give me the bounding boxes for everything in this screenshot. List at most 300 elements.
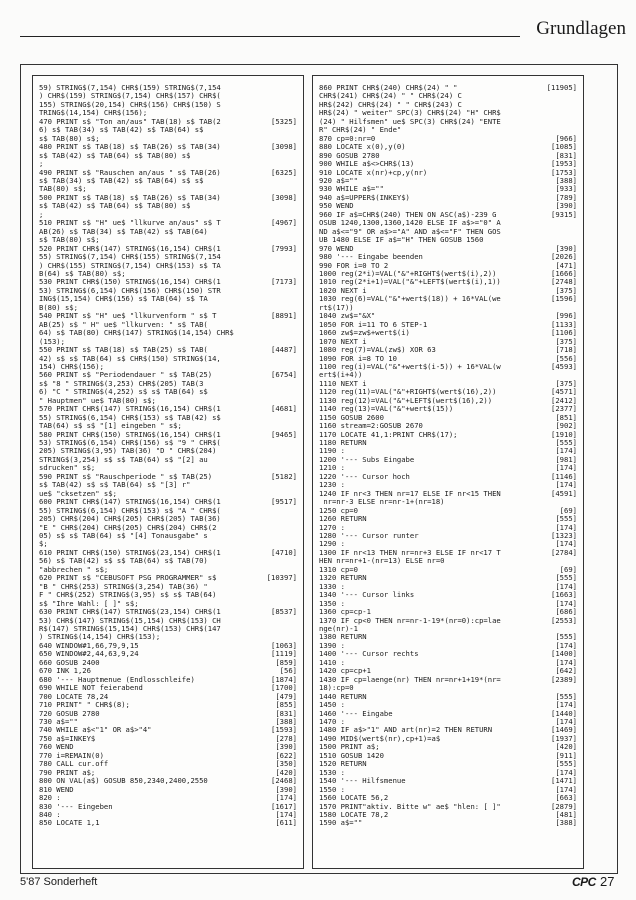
code-line <box>39 684 297 692</box>
checksum: [2879] <box>551 802 577 811</box>
code-line <box>319 617 577 625</box>
checksum: [7173] <box>271 278 297 287</box>
code-text: rt$(17)) <box>319 303 354 312</box>
code-text: 1340 '--- Cursor links <box>319 591 415 600</box>
code-line <box>39 794 297 802</box>
checksum: [1666] <box>551 269 577 278</box>
code-text: s$ TAB(80) s$; <box>39 134 100 143</box>
code-line <box>319 118 577 126</box>
checksum: [1323] <box>551 532 577 541</box>
code-text: 1420 cp=cp+1 <box>319 667 371 676</box>
code-text: 6) "C " STRING$(4,252) s$ s$ TAB(64) s$ <box>39 388 208 397</box>
code-text: 1350 : <box>319 599 345 608</box>
code-text: HEN nr=nr+1-(nr=13) ELSE nr=0 <box>319 557 445 566</box>
checksum: [686] <box>555 608 577 617</box>
checksum: [642] <box>555 667 577 676</box>
code-text: s$ TAB(42) s$ s$ TAB(64) s$ "[3] r" <box>39 481 191 490</box>
code-line <box>39 642 297 650</box>
code-text: 1410 : <box>319 658 345 667</box>
checksum: [1119] <box>271 650 297 659</box>
code-text: 59) STRING$(7,154) CHR$(159) STRING$(7,154 <box>39 84 221 92</box>
code-line <box>39 524 297 532</box>
code-text: 1110 NEXT i <box>319 379 367 388</box>
code-text: 53) STRING$(6,154) CHR$(156) CHR$(150) STR <box>39 286 221 295</box>
code-line <box>319 414 577 422</box>
code-text: s$ "Ihre Wahl: [ ]" s$; <box>39 599 139 608</box>
code-text: 55) STRING$(6,154) CHR$(153) s$ "A " CHR$( <box>39 506 221 515</box>
code-line <box>319 659 577 667</box>
code-line <box>39 803 297 811</box>
checksum: [4681] <box>271 405 297 414</box>
code-line <box>39 160 297 168</box>
code-line <box>39 693 297 701</box>
code-text: 1460 '--- Eingabe <box>319 709 393 718</box>
code-line <box>39 253 297 261</box>
code-text: 980 '--- Eingabe beenden <box>319 253 423 262</box>
code-line <box>319 185 577 193</box>
code-line <box>39 405 297 413</box>
code-text: 910 LOCATE x(nr)+cp,y(nr) <box>319 168 428 177</box>
code-line <box>319 819 577 827</box>
checksum: [611] <box>275 819 297 828</box>
code-text: 1580 LOCATE 78,2 <box>319 810 389 819</box>
code-line <box>319 371 577 379</box>
code-text: 920 a$="" <box>319 176 358 185</box>
checksum: [933] <box>555 185 577 194</box>
code-text: ) CHR$(159) STRING$(7,154) CHR$(157) CHR$( <box>39 92 221 101</box>
code-line <box>319 109 577 117</box>
code-text: ue$ "cksetzen" s$; <box>39 489 117 498</box>
code-text: 690 WHILE NOT feierabend <box>39 684 143 693</box>
code-text: s$ "8 " STRING$(3,253) CHR$(205) TAB(3 <box>39 379 204 388</box>
code-line <box>319 202 577 210</box>
magazine-logo: CPC <box>572 875 596 889</box>
code-text: "B " CHR$(253) STRING$(3,254) TAB(36) " <box>39 582 208 591</box>
checksum: [1469] <box>551 726 577 735</box>
checksum: [1937] <box>551 734 577 743</box>
code-line <box>319 126 577 134</box>
code-line <box>319 591 577 599</box>
code-text: UB 1480 ELSE IF a$="H" THEN GOSUB 1560 <box>319 236 484 245</box>
code-text: 930 WHILE a$="" <box>319 185 384 194</box>
code-line <box>39 321 297 329</box>
code-line <box>39 363 297 371</box>
code-line <box>39 152 297 160</box>
code-line <box>319 431 577 439</box>
checksum: [1106] <box>551 329 577 338</box>
checksum: [981] <box>555 455 577 464</box>
checksum: [1700] <box>271 684 297 693</box>
code-line <box>39 659 297 667</box>
code-line <box>319 777 577 785</box>
code-text: sdrucken" s$; <box>39 464 96 473</box>
code-line <box>319 464 577 472</box>
code-text: 1220 '--- Cursor hoch <box>319 472 410 481</box>
code-text: B(80) s$; <box>39 303 78 312</box>
code-line <box>319 447 577 455</box>
code-text: 1440 RETURN <box>319 692 367 701</box>
code-line <box>319 388 577 396</box>
code-line <box>319 211 577 219</box>
code-text: 1170 LOCATE 41,1:PRINT CHR$(17); <box>319 430 458 439</box>
code-line <box>39 346 297 354</box>
checksum: [8537] <box>271 608 297 617</box>
code-line <box>319 684 577 692</box>
code-line <box>39 287 297 295</box>
code-text: 480 PRINT s$ TAB(18) s$ TAB(26) s$ TAB(34) <box>39 143 221 152</box>
code-line <box>319 667 577 675</box>
code-text: 1180 RETURN <box>319 439 367 448</box>
code-line <box>39 566 297 574</box>
code-line <box>39 752 297 760</box>
code-line <box>39 312 297 320</box>
code-text: 580 PRINT CHR$(150) STRING$(16,154) CHR$(1 <box>39 430 221 439</box>
code-text: 1000 reg(2*i)=VAL("&"+RIGHT$(wert$(i),2)) <box>319 269 497 278</box>
checksum: [174] <box>555 481 577 490</box>
code-line <box>319 346 577 354</box>
checksum: [1471] <box>551 777 577 786</box>
code-line <box>39 338 297 346</box>
code-line <box>39 718 297 726</box>
code-line <box>39 735 297 743</box>
checksum: [831] <box>275 709 297 718</box>
code-text: 540 PRINT s$ "H" ue$ "llkurvenform " s$ T <box>39 312 217 321</box>
code-text: 990 FOR i=0 TO 2 <box>319 261 389 270</box>
code-line <box>39 625 297 633</box>
code-line <box>319 540 577 548</box>
code-text: 1270 : <box>319 523 345 532</box>
code-text: "E " CHR$(204) CHR$(205) CHR$(204) CHR$(2 <box>39 523 217 532</box>
code-line <box>39 202 297 210</box>
checksum: [3098] <box>271 143 297 152</box>
code-text: 1240 IF nr<3 THEN nr=17 ELSE IF nr<15 THEN <box>319 489 501 498</box>
code-text: ; <box>39 210 44 219</box>
code-text: 490 PRINT s$ "Rauschen an/aus " s$ TAB(26) <box>39 168 221 177</box>
code-line <box>39 414 297 422</box>
checksum: [1146] <box>551 472 577 481</box>
code-line <box>39 211 297 219</box>
checksum: [375] <box>555 337 577 346</box>
checksum: [789] <box>555 193 577 202</box>
code-line <box>319 135 577 143</box>
checksum: [174] <box>555 582 577 591</box>
code-line <box>319 439 577 447</box>
code-line <box>319 152 577 160</box>
code-line <box>319 219 577 227</box>
code-text: 205) CHR$(204) CHR$(205) CHR$(205) TAB(36) <box>39 515 221 524</box>
checksum: [902] <box>555 422 577 431</box>
code-line <box>39 101 297 109</box>
code-line <box>319 769 577 777</box>
checksum: [1133] <box>551 320 577 329</box>
code-line <box>39 295 297 303</box>
code-line <box>319 557 577 565</box>
code-text: 155) STRING$(20,154) CHR$(156) CHR$(150) S <box>39 100 221 109</box>
code-text: 950 WEND <box>319 202 354 211</box>
checksum: [9315] <box>551 210 577 219</box>
code-text: TAB(64) s$ s$ "[1] eingeben " s$; <box>39 422 182 431</box>
code-line <box>39 92 297 100</box>
code-text: s$ TAB(42) s$ TAB(64) s$ TAB(80) s$ <box>39 151 191 160</box>
code-text: 870 cp=0:nr=0 <box>319 134 376 143</box>
code-text: " Hauptmen" ue$ TAB(80) s$; <box>39 396 156 405</box>
code-text: 510 PRINT s$ "H" ue$ "llkurve an/aus" s$ T <box>39 219 221 228</box>
checksum: [555] <box>555 633 577 642</box>
code-line <box>319 794 577 802</box>
code-text: 960 IF a$=CHR$(240) THEN ON ASC(a$)-239 G <box>319 210 497 219</box>
code-text: 1210 : <box>319 464 345 473</box>
code-text: 1540 '--- Hilfsmenue <box>319 777 406 786</box>
code-text: AB(25) s$ " H" ue$ "llkurven: " s$ TAB( <box>39 320 208 329</box>
code-text: 680 '--- Hauptmenue (Endlosschleife) <box>39 675 195 684</box>
code-line <box>39 355 297 363</box>
code-line <box>39 786 297 794</box>
code-line <box>39 270 297 278</box>
code-text: 1120 reg(11)=VAL("&"+RIGHT$(wert$(16),2)) <box>319 388 497 397</box>
code-line <box>39 701 297 709</box>
code-text: 550 PRINT s$ TAB(18) s$ TAB(25) s$ TAB( <box>39 346 208 355</box>
code-text: 1190 : <box>319 447 345 456</box>
code-text: 1250 cp=0 <box>319 506 358 515</box>
code-line <box>319 169 577 177</box>
checksum: [4487] <box>271 346 297 355</box>
code-text: HR$(242) CHR$(24) " " CHR$(243) C <box>319 100 462 109</box>
code-text: 1260 RETURN <box>319 515 367 524</box>
code-text: 880 LOCATE x(0),y(0) <box>319 143 406 152</box>
code-line <box>319 295 577 303</box>
code-line <box>39 456 297 464</box>
header-rule <box>20 36 520 37</box>
code-line <box>319 245 577 253</box>
code-line <box>319 760 577 768</box>
code-text: ) STRING$(14,154) CHR$(153); <box>39 633 161 642</box>
checksum: [2412] <box>551 396 577 405</box>
code-line <box>319 650 577 658</box>
code-text: AB(26) s$ TAB(34) s$ TAB(42) s$ TAB(64) <box>39 227 208 236</box>
checksum: [2377] <box>551 405 577 414</box>
checksum: [1617] <box>271 802 297 811</box>
code-line <box>39 743 297 751</box>
code-line <box>39 591 297 599</box>
checksum: [479] <box>275 692 297 701</box>
code-line <box>39 819 297 827</box>
code-line <box>39 726 297 734</box>
checksum: [174] <box>555 464 577 473</box>
checksum: [851] <box>555 413 577 422</box>
code-text: 1200 '--- Subs Eingabe <box>319 455 415 464</box>
code-text: 1320 RETURN <box>319 574 367 583</box>
code-line <box>39 811 297 819</box>
code-text: 1020 NEXT i <box>319 286 367 295</box>
checksum: [1953] <box>551 160 577 169</box>
code-text: CHR$(241) CHR$(24) " " CHR$(24) C <box>319 92 462 101</box>
code-text: 820 : <box>39 794 61 803</box>
code-text: nr=nr-3 ELSE nr=nr-1+(nr=18) <box>319 498 445 507</box>
code-text: 1500 PRINT a$; <box>319 743 380 752</box>
code-line <box>39 143 297 151</box>
checksum: [420] <box>275 768 297 777</box>
code-line <box>39 109 297 117</box>
code-line <box>39 194 297 202</box>
code-text: 590 PRINT s$ "Rauschperiode " s$ TAB(25) <box>39 472 213 481</box>
code-text: F " CHR$(252) STRING$(3,95) s$ s$ TAB(64) <box>39 591 217 600</box>
code-text: 840 : <box>39 810 61 819</box>
code-text: 1390 : <box>319 641 345 650</box>
issue-label: 5'87 Sonderheft <box>20 876 98 888</box>
code-line <box>39 439 297 447</box>
checksum: [375] <box>555 286 577 295</box>
code-line <box>319 287 577 295</box>
checksum: [6325] <box>271 168 297 177</box>
code-text: 1300 IF nr<13 THEN nr=nr+3 ELSE IF nr<17 T <box>319 548 501 557</box>
code-line <box>319 278 577 286</box>
checksum: [69] <box>559 506 577 515</box>
code-line <box>319 811 577 819</box>
code-text: 1560 LOCATE 56,2 <box>319 794 389 803</box>
code-line <box>39 608 297 616</box>
code-text: 1080 reg(7)=VAL(zw$) XOR 63 <box>319 346 436 355</box>
code-text: 670 INK 1,26 <box>39 667 91 676</box>
code-text: 620 PRINT s$ "CEBUSOFT PSG PROGRAMMER" s$ <box>39 574 217 583</box>
code-line <box>39 388 297 396</box>
code-text: 850 LOCATE 1,1 <box>39 819 100 828</box>
code-text: 1290 : <box>319 540 345 549</box>
code-text: ING$(15,154) CHR$(156) s$ TAB(64) s$ TA <box>39 295 208 304</box>
code-text: 1040 zw$="&X" <box>319 312 376 321</box>
code-line <box>319 524 577 532</box>
code-text: 970 WEND <box>319 244 354 253</box>
code-line <box>39 490 297 498</box>
checksum: [375] <box>555 379 577 388</box>
checksum: [174] <box>555 447 577 456</box>
checksum: [1663] <box>551 591 577 600</box>
code-text: 560 PRINT s$ "Periodendauer " s$ TAB(25) <box>39 371 213 380</box>
code-text: 740 WHILE a$<"1" OR a$>"4" <box>39 726 152 735</box>
code-line <box>39 498 297 506</box>
checksum: [278] <box>275 734 297 743</box>
code-line <box>39 557 297 565</box>
checksum: [174] <box>555 717 577 726</box>
code-text: 660 GOSUB 2400 <box>39 658 100 667</box>
code-text: 53) CHR$(147) STRING$(15,154) CHR$(153) CH <box>39 616 221 625</box>
code-text: 1450 : <box>319 701 345 710</box>
code-line <box>319 92 577 100</box>
checksum: [4571] <box>551 388 577 397</box>
section-title: Grundlagen <box>536 18 626 39</box>
page-number: 27 <box>600 874 615 889</box>
checksum: [174] <box>555 599 577 608</box>
code-line <box>319 236 577 244</box>
code-line <box>39 397 297 405</box>
checksum: [8891] <box>271 312 297 321</box>
code-line <box>39 329 297 337</box>
code-line <box>39 185 297 193</box>
code-text: 1050 FOR i=11 TO 6 STEP-1 <box>319 320 428 329</box>
code-line <box>319 507 577 515</box>
checksum: [481] <box>555 810 577 819</box>
code-line <box>39 507 297 515</box>
code-text: 1100 reg(i)=VAL("&"+wert$(i-5)) + 16*VAL(w <box>319 362 501 371</box>
code-line <box>319 321 577 329</box>
code-line <box>39 549 297 557</box>
code-text: 1380 RETURN <box>319 633 367 642</box>
checksum: [9465] <box>271 430 297 439</box>
code-line <box>319 304 577 312</box>
code-line <box>319 380 577 388</box>
code-line <box>319 177 577 185</box>
code-line <box>39 380 297 388</box>
code-line <box>319 338 577 346</box>
checksum: [1753] <box>551 168 577 177</box>
code-text: 600 PRINT CHR$(147) STRING$(16,154) CHR$(1 <box>39 498 221 507</box>
code-line <box>319 160 577 168</box>
code-line <box>39 532 297 540</box>
code-text: ; <box>39 160 44 169</box>
checksum: [471] <box>555 261 577 270</box>
code-text: R" CHR$(24) " Ende" <box>319 126 402 135</box>
code-text: 18):cp=0 <box>319 684 354 693</box>
code-text: HR$(24) " weiter" SPC(3) CHR$(24) "H" CHR$ <box>319 109 501 118</box>
checksum: [174] <box>555 540 577 549</box>
checksum: [10397] <box>266 574 297 583</box>
checksum: [1874] <box>271 675 297 684</box>
code-line <box>39 540 297 548</box>
code-text: 730 a$="" <box>39 717 78 726</box>
code-line <box>39 135 297 143</box>
checksum: [390] <box>555 202 577 211</box>
checksum: [555] <box>555 439 577 448</box>
code-text: 1030 reg(6)=VAL("&"+wert$(18)) + 16*VAL(we <box>319 295 501 304</box>
code-text: 750 a$=INKEY$ <box>39 734 96 743</box>
checksum: [1085] <box>551 143 577 152</box>
checksum: [390] <box>555 244 577 253</box>
code-text: 640 WINDOW#1,66,79,9,15 <box>39 641 139 650</box>
code-line <box>319 693 577 701</box>
code-line <box>319 101 577 109</box>
code-text: 1330 : <box>319 582 345 591</box>
code-line <box>39 710 297 718</box>
checksum: [2553] <box>551 616 577 625</box>
code-line <box>39 245 297 253</box>
code-line <box>39 481 297 489</box>
code-line <box>39 515 297 523</box>
code-text: B(64) s$ TAB(80) s$; <box>39 269 126 278</box>
code-line <box>319 270 577 278</box>
code-text: 530 PRINT CHR$(150) STRING$(16,154) CHR$(1 <box>39 278 221 287</box>
checksum: [69] <box>559 565 577 574</box>
code-line <box>39 219 297 227</box>
code-line <box>319 490 577 498</box>
code-text: 800 ON VAL(a$) GOSUB 850,2340,2400,2550 <box>39 777 208 786</box>
checksum: [174] <box>275 794 297 803</box>
code-text: 650 WINDOW#2,44,63,9,24 <box>39 650 139 659</box>
code-line <box>39 447 297 455</box>
checksum: [5182] <box>271 472 297 481</box>
code-line <box>319 786 577 794</box>
checksum: [388] <box>555 176 577 185</box>
checksum: [388] <box>555 819 577 828</box>
code-text: TRING$(14,154) CHR$(156); <box>39 109 148 118</box>
listing-column-left <box>32 75 304 869</box>
code-text: 570 PRINT CHR$(147) STRING$(16,154) CHR$(1 <box>39 405 221 414</box>
code-line <box>39 769 297 777</box>
listing-column-right <box>312 75 584 869</box>
code-text: 1010 reg(2*i+1)=VAL("&"+LEFT$(wert$(i),1)) <box>319 278 501 287</box>
code-text: 1130 reg(12)=VAL("&"+LEFT$(wert$(16),2)) <box>319 396 493 405</box>
code-text: s$ TAB(42) s$ TAB(64) s$ TAB(80) s$ <box>39 202 191 211</box>
code-line <box>319 228 577 236</box>
checksum: [1440] <box>551 709 577 718</box>
